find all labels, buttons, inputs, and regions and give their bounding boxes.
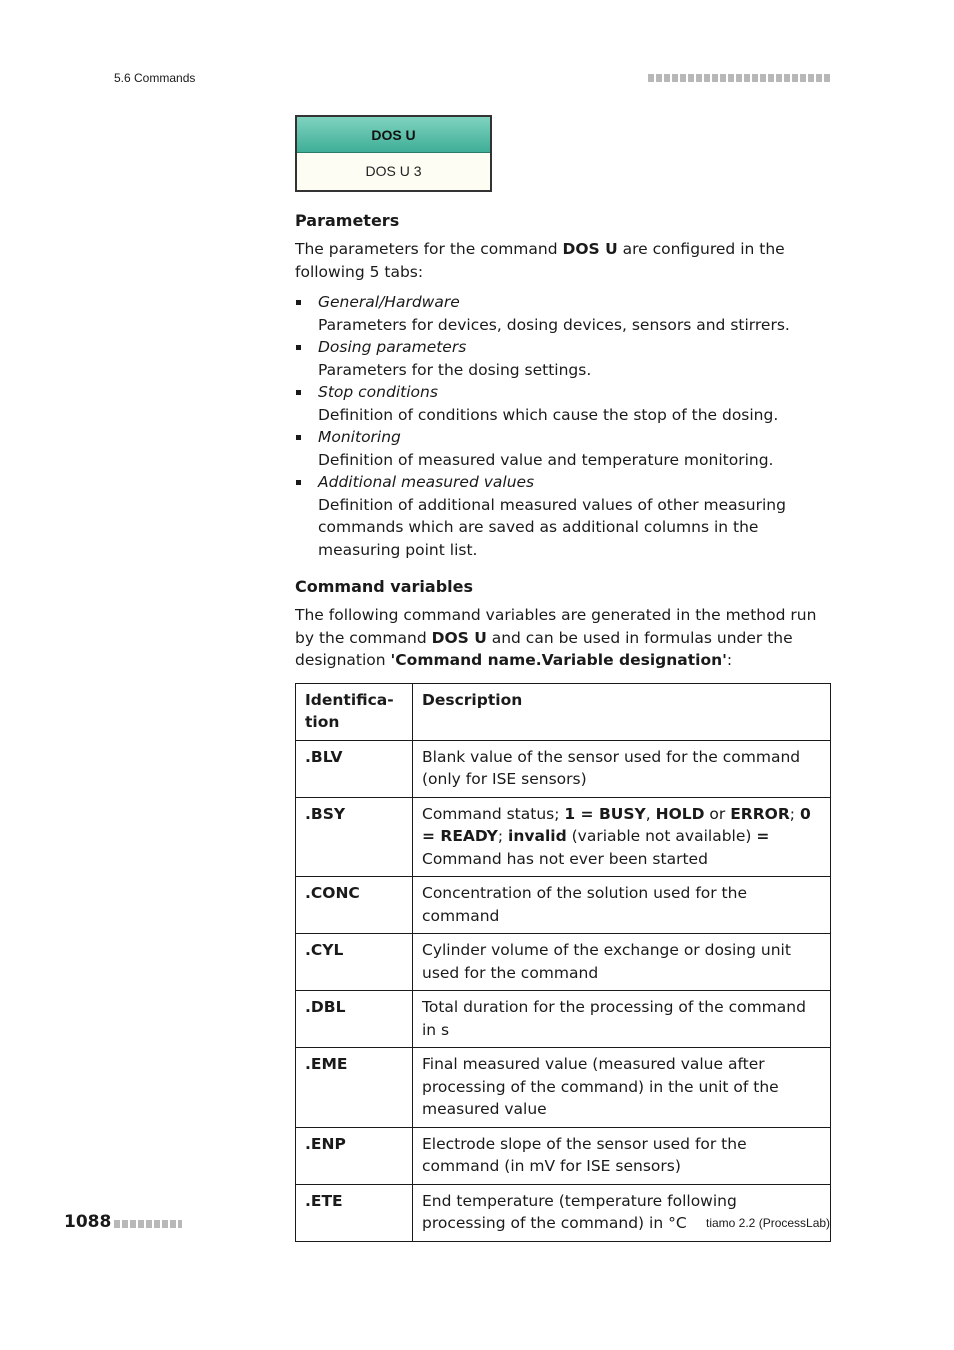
tab-description: Parameters for devices, dosing devices, sensors and stirrers.: [318, 315, 790, 334]
table-row: [296, 991, 831, 1048]
variable-id: .BLV: [296, 740, 413, 797]
intro-text: The parameters for the command: [295, 240, 563, 258]
header-decoration: [648, 74, 830, 82]
tab-title: Additional measured values: [318, 473, 535, 491]
page-number: 1088: [64, 1212, 112, 1232]
table-row: [296, 1127, 831, 1184]
column-header-description: Description: [413, 683, 831, 740]
command-variables-heading: Command variables: [295, 577, 473, 596]
column-header-identification: Identifica- tion: [296, 683, 413, 740]
table-header-row: [296, 683, 831, 740]
command-icon-box: [295, 115, 492, 192]
tab-title: Stop conditions: [318, 383, 438, 401]
table-row: [296, 1048, 831, 1128]
variable-description: Total duration for the processing of the command in s: [413, 991, 831, 1048]
command-box-title: DOS U: [297, 117, 490, 153]
variable-id: .CYL: [296, 934, 413, 991]
product-name: tiamo 2.2 (ProcessLab): [706, 1216, 831, 1230]
variables-table: [295, 683, 831, 1242]
variable-description: Cylinder volume of the exchange or dosing unit used for the command: [413, 934, 831, 991]
variable-id: .ENP: [296, 1127, 413, 1184]
list-item: [295, 381, 831, 426]
intro-text-mid: and can be used in formulas under the designation: [295, 628, 793, 669]
tab-title: Monitoring: [318, 428, 401, 446]
tab-description: Definition of conditions which cause the stop of the dosing.: [318, 405, 779, 424]
table-row: [296, 1184, 831, 1241]
variable-description: Concentration of the solution used for the command: [413, 877, 831, 934]
command-box-instance: DOS U 3: [365, 163, 422, 179]
list-item: [295, 426, 831, 471]
table-row: [296, 797, 831, 877]
list-item: [295, 291, 831, 336]
command-variables-intro: [295, 604, 831, 672]
table-row: [296, 877, 831, 934]
intro-command: DOS U: [431, 628, 487, 647]
table-row: [296, 934, 831, 991]
variable-description: Electrode slope of the sensor used for the command (in mV for ISE sensors): [413, 1127, 831, 1184]
variable-id: .BSY: [296, 797, 413, 877]
main-content: [295, 210, 831, 1242]
tab-description: Definition of measured value and temperature monitoring.: [318, 450, 774, 469]
intro-command: DOS U: [562, 240, 618, 258]
intro-text-end: are configured in the following 5 tabs:: [295, 240, 785, 281]
variable-description: Command status; 1 = BUSY, HOLD or ERROR; 0 = READY; invalid (variable not available) = Command has not ever been started: [413, 797, 831, 877]
intro-designation: 'Command name.Variable designation': [390, 651, 727, 669]
parameters-heading: Parameters: [295, 211, 400, 230]
variable-description: Blank value of the sensor used for the command (only for ISE sensors): [413, 740, 831, 797]
tab-list: [295, 291, 831, 561]
variable-description: Final measured value (measured value after processing of the command) in the unit of the measured value: [413, 1048, 831, 1128]
tab-title: General/Hardware: [318, 293, 460, 311]
list-item: [295, 471, 831, 561]
tab-description: Definition of additional measured values of other measuring commands which are saved as additional columns in the measuring point list.: [318, 495, 786, 559]
footer-decoration: [114, 1220, 182, 1228]
variable-id: .DBL: [296, 991, 413, 1048]
intro-text-end: :: [726, 651, 733, 669]
variable-id: .ETE: [296, 1184, 413, 1241]
variable-description: End temperature (temperature following processing of the command) in °C: [413, 1184, 831, 1241]
table-row: [296, 740, 831, 797]
tab-description: Parameters for the dosing settings.: [318, 360, 592, 379]
list-item: [295, 336, 831, 381]
tab-title: Dosing parameters: [318, 338, 467, 356]
running-header: 5.6 Commands: [114, 71, 196, 85]
variable-id: .CONC: [296, 877, 413, 934]
parameters-intro: [295, 238, 831, 283]
intro-text: The following command variables are generated in the method run by the command: [295, 606, 817, 647]
variable-id: .EME: [296, 1048, 413, 1128]
